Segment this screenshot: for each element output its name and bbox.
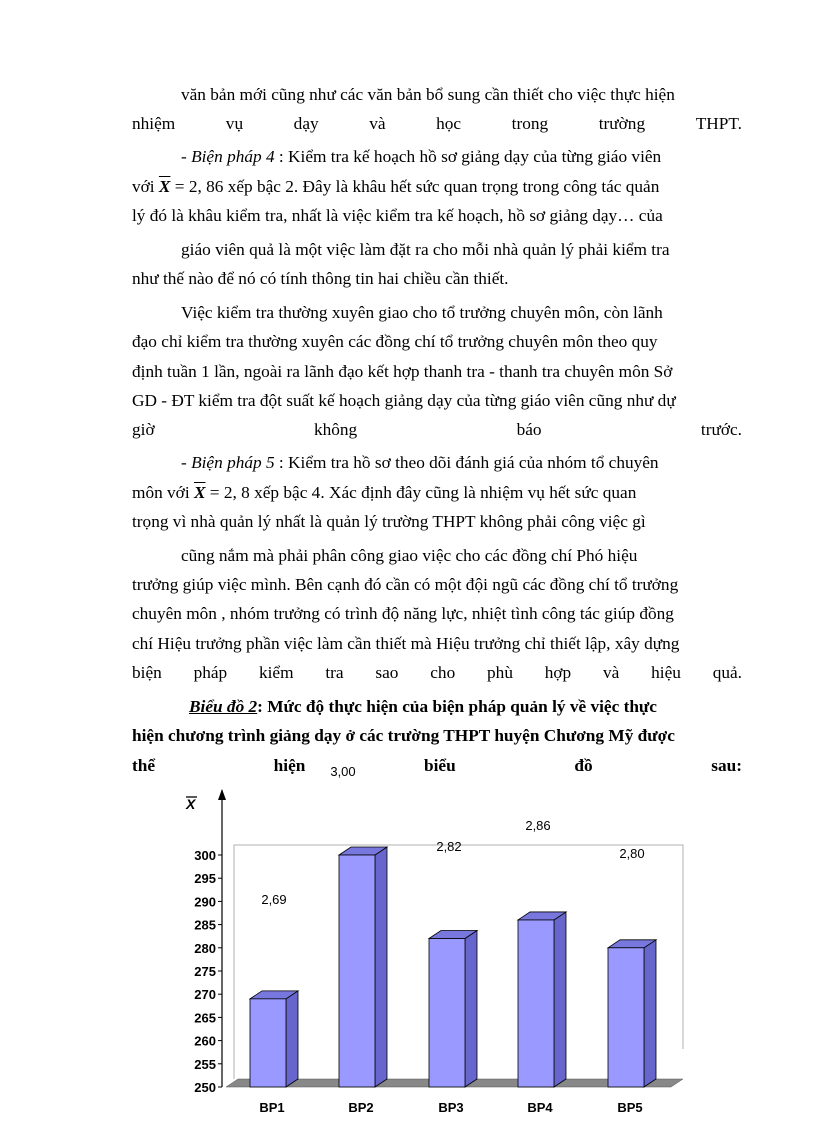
bar (608, 948, 644, 1087)
data-label: 2,80 (619, 846, 645, 861)
x-tick-label: BP2 (348, 1100, 374, 1115)
y-tick-label: 300 (194, 848, 216, 863)
text-line: đạo chỉ kiểm tra thường xuyên các đồng chí tổ trưởng chuyên môn theo quy (132, 332, 658, 351)
word: pháp (193, 663, 228, 682)
text-line: môn với $\overline{X} = 2$, 8 xếp bậc 4. Xác định đây cũng là nhiệm vụ hết sức quan (132, 483, 637, 502)
word: hiện (273, 756, 306, 775)
y-axis-label: X (186, 796, 196, 812)
y-tick-label: 260 (194, 1033, 216, 1049)
word: và (603, 663, 620, 682)
word: đồ (574, 756, 593, 775)
word: thể (132, 756, 156, 775)
y-tick-label: 280 (194, 940, 216, 956)
text-line: lý đó là khâu kiểm tra, nhất là việc kiểm tra kế hoạch, hồ sơ giảng dạy… của (132, 206, 663, 225)
y-tick-label: 285 (194, 917, 216, 933)
word: nhiệm (132, 114, 176, 133)
x-tick-label: BP4 (527, 1100, 553, 1115)
word: trong (511, 114, 549, 133)
y-tick-label: 270 (194, 987, 216, 1003)
text-line: chuyên môn , nhóm trưởng có trình độ năng lực, nhiệt tình công tác giúp đồng (132, 604, 674, 623)
word: vụ (225, 114, 244, 133)
word: báo (516, 420, 542, 439)
word: sao (375, 663, 399, 682)
word: và (369, 114, 386, 133)
word: tra (325, 663, 344, 682)
word: cho (430, 663, 456, 682)
text-line: - Biện pháp 5 : Kiểm tra hồ sơ theo dõi đánh giá của nhóm tổ chuyên (181, 453, 659, 472)
y-tick-label: 250 (194, 1080, 216, 1095)
text-line: GD - ĐT kiểm tra đột suất kế hoạch giảng dạy của từng giáo viên cũng như dự (132, 391, 676, 410)
x-tick-label: BP5 (617, 1100, 643, 1115)
x-tick-label: BP3 (438, 1100, 464, 1115)
x-bar-symbol: $\overline{X}$ (193, 483, 206, 502)
word: biện (132, 663, 162, 682)
bar-side (375, 847, 387, 1087)
word: THPT. (695, 114, 742, 133)
bar-side (554, 912, 566, 1087)
word: sau: (711, 756, 742, 775)
word: biểu (424, 756, 456, 775)
bp4-label: - Biện pháp 4 (181, 147, 275, 166)
chart-caption: Biểu đồ 2: Mức độ thực hiện của biện pháp quản lý về việc thực (189, 697, 657, 716)
chart-caption: hiện chương trình giảng dạy ở các trường THPT huyện Chương Mỹ được (132, 726, 675, 745)
bar (429, 939, 465, 1087)
word: học (436, 114, 462, 133)
word: phù (487, 663, 513, 682)
text-line: cũng nắm mà phải phân công giao việc cho các đồng chí Phó hiệu (181, 546, 638, 565)
word: giờ (132, 420, 155, 439)
text-line: - Biện pháp 4 : Kiểm tra kế hoạch hồ sơ giảng dạy của từng giáo viên (181, 147, 662, 166)
text-line: giáo viên quả là một việc làm đặt ra cho mỗi nhà quản lý phải kiểm tra (181, 240, 670, 259)
text-line: trọng vì nhà quản lý nhất là quản lý trường THPT không phải công việc gì (132, 512, 646, 531)
word: hiệu (651, 663, 681, 682)
x-bar-symbol: $\overline{X}$ (158, 177, 171, 196)
bar-side (644, 940, 656, 1087)
bar-side (286, 991, 298, 1087)
text-line: Việc kiểm tra thường xuyên giao cho tổ trưởng chuyên môn, còn lãnh (181, 303, 663, 322)
word: trước. (700, 420, 742, 439)
bp5-label: - Biện pháp 5 (181, 453, 275, 472)
text-line: với $\overline{X} = 2$, 86 xếp bậc 2. Đây là khâu hết sức quan trọng trong công tác quản (132, 177, 660, 196)
text-line: trưởng giúp việc mình. Bên cạnh đó cần có một đội ngũ các đồng chí tổ trưởng (132, 575, 679, 594)
bar (250, 999, 286, 1087)
text-line: định tuần 1 lần, ngoài ra lãnh đạo kết hợp thanh tra - thanh tra chuyên môn Sở (132, 362, 673, 381)
bar-side (465, 931, 477, 1087)
data-label: 3,00 (330, 764, 356, 779)
y-tick-label: 275 (194, 964, 216, 979)
text-line: văn bản mới cũng như các văn bản bổ sung cần thiết cho việc thực hiện (181, 85, 675, 104)
y-tick-label: 265 (194, 1010, 216, 1026)
word: quả. (712, 663, 742, 682)
word: dạy (293, 114, 319, 133)
word: kiểm (258, 663, 294, 682)
text-line: như thế nào để nó có tính thông tin hai chiều cần thiết. (132, 269, 509, 288)
y-axis-arrow (218, 789, 226, 800)
caption-label: Biểu đồ 2 (189, 697, 258, 716)
x-tick-label: BP1 (259, 1100, 285, 1115)
word: không (313, 420, 358, 439)
y-tick-label: 295 (194, 871, 216, 887)
y-tick-label: 255 (194, 1056, 216, 1072)
word: trường (598, 114, 646, 133)
data-label: 2,69 (261, 892, 287, 907)
data-label: 2,86 (525, 818, 551, 833)
word: hợp (544, 663, 572, 682)
y-tick-label: 290 (194, 894, 216, 910)
bar (339, 855, 375, 1087)
bar (518, 920, 554, 1087)
data-label: 2,82 (436, 839, 462, 854)
text-line: chí Hiệu trưởng phần việc làm cần thiết mà Hiệu trưởng chỉ thiết lập, xây dựng (132, 634, 680, 653)
